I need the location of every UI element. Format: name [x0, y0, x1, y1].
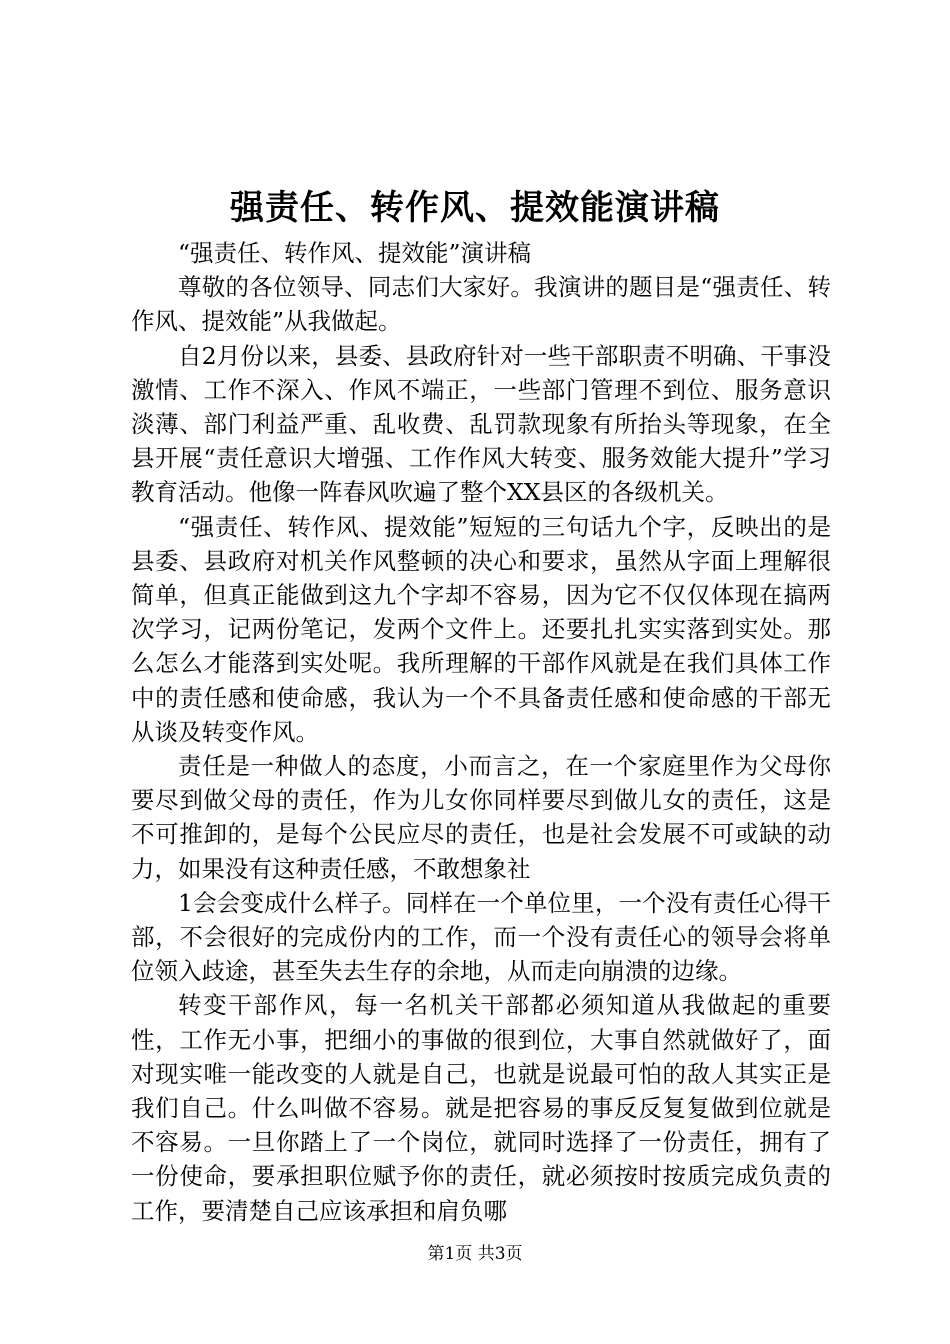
paragraph: 转变干部作风，每一名机关干部都必须知道从我做起的重要性，工作无小事，把细小的事做的很到位，大事自然就做好了，面对现实唯一能改变的人就是自己，也就是说最可怕的敌人其实正是我们自己。什么叫做不容易。就是把容易的事反反复复做到位就是不容易。一旦你踏上了一个岗位，就同时选择了一份责任，拥有了一份使命，要承担职位赋予你的责任，就必须按时按质完成负责的工作，要清楚自己应该承担和肩负哪 — [131, 991, 831, 1225]
page-footer: 第1页 共3页 — [427, 1244, 523, 1264]
paragraph: “强责任、转作风、提效能”短短的三句话九个字，反映出的是县委、县政府对机关作风整顿的决心和要求，虽然从字面上理解很简单，但真正能做到这九个字却不容易，因为它不仅仅体现在搞两次学习，记两份笔记，发两个文件上。还要扎扎实实落到实处。那么怎么才能落到实处呢。我所理解的干部作风就是在我们具体工作中的责任感和使命感，我认为一个不具备责任感和使命感的干部无从谈及转变作风。 — [131, 512, 831, 746]
document-title: 强责任、转作风、提效能演讲稿 — [230, 188, 720, 228]
paragraph: 尊敬的各位领导、同志们大家好。我演讲的题目是“强责任、转作风、提效能”从我做起。 — [131, 273, 831, 336]
paragraph: 责任是一种做人的态度，小而言之，在一个家庭里作为父母你要尽到做父母的责任，作为儿女你同样要尽到做儿女的责任，这是不可推卸的，是每个公民应尽的责任，也是社会发展不可或缺的动力，如果没有这种责任感，不敢想象社 — [131, 752, 831, 883]
paragraph: 1会会变成什么样子。同样在一个单位里，一个没有责任心得干部，不会很好的完成份内的工作，而一个没有责任心的领导会将单位领入歧途，甚至失去生存的余地，从而走向崩溃的边缘。 — [131, 888, 831, 986]
paragraph: 自2月份以来，县委、县政府针对一些干部职责不明确、干事没激情、工作不深入、作风不端正，一些部门管理不到位、服务意识淡薄、部门利益严重、乱收费、乱罚款现象有所抬头等现象，在全县开展“责任意识大增强、工作作风大转变、服务效能大提升”学习教育活动。他像一阵春风吹遍了整个XX县区的各级机关。 — [131, 341, 831, 507]
document-body — [131, 236, 831, 1228]
paragraph-subtitle: “强责任、转作风、提效能”演讲稿 — [178, 239, 532, 267]
